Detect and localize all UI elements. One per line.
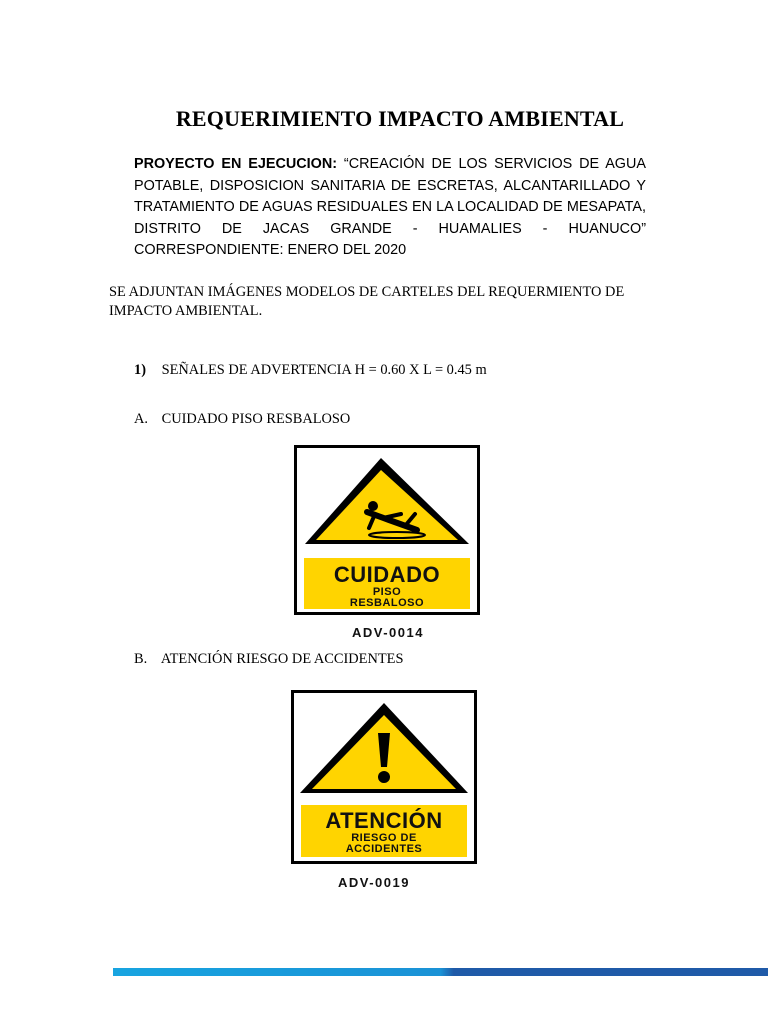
project-description (134, 154, 646, 262)
footer-bar (113, 968, 768, 976)
sign-b-code: ADV-0019 (338, 875, 410, 890)
sign-b-small-text-1: RIESGO DE (351, 832, 417, 844)
sign-a-big-text: CUIDADO (333, 562, 441, 587)
sign-a-code: ADV-0014 (352, 625, 424, 640)
warning-triangle-icon (294, 693, 474, 797)
sign-a-small-text-1: PISO (372, 586, 402, 598)
sign-b-letter: B. (134, 651, 148, 667)
sign-b-big-text: ATENCIÓN (325, 808, 443, 833)
section-heading (134, 361, 487, 379)
sign-b-heading (134, 650, 403, 668)
section-number: 1) (134, 362, 146, 378)
project-line-3: TRATAMIENTO DE AGUAS RESIDUALES EN LA LOCALIDAD DE MESAPATA, (134, 199, 646, 215)
sign-cuidado (294, 445, 480, 615)
sign-b-title: ATENCIÓN RIESGO DE ACCIDENTES (160, 651, 404, 667)
intro-paragraph: SE ADJUNTAN IMÁGENES MODELOS DE CARTELES DEL REQUERMIENTO DE IMPACTO AMBIENTAL. (109, 284, 625, 319)
project-line-2: POTABLE, DISPOSICION SANITARIA DE ESCRETAS, ALCANTARILLADO Y (134, 177, 646, 194)
sign-a-small-text-2: RESBALOSO (349, 597, 425, 609)
sign-a-heading (134, 410, 350, 428)
project-label: PROYECTO EN EJECUCION: (134, 156, 338, 172)
section-text: SEÑALES DE ADVERTENCIA H = 0.60 X L = 0.45 m (161, 362, 487, 378)
sign-b-small-text-2: ACCIDENTES (345, 843, 423, 855)
project-line-5: CORRESPONDIENTE: ENERO DEL 2020 (134, 242, 407, 258)
project-line-1 (134, 154, 646, 176)
sign-a-title: CUIDADO PISO RESBALOSO (161, 411, 351, 427)
project-line-4: DISTRITO DE JACAS GRANDE - HUAMALIES - HUANUCO” (134, 220, 646, 237)
page-title: REQUERIMIENTO IMPACTO AMBIENTAL (175, 106, 625, 131)
sign-b-panel (301, 805, 467, 857)
sign-atencion (291, 690, 477, 864)
warning-triangle-icon (297, 448, 477, 548)
sign-a-letter: A. (134, 411, 148, 427)
sign-a-panel (304, 558, 470, 609)
project-text-1: “CREACIÓN DE LOS SERVICIOS DE AGUA (343, 156, 646, 172)
